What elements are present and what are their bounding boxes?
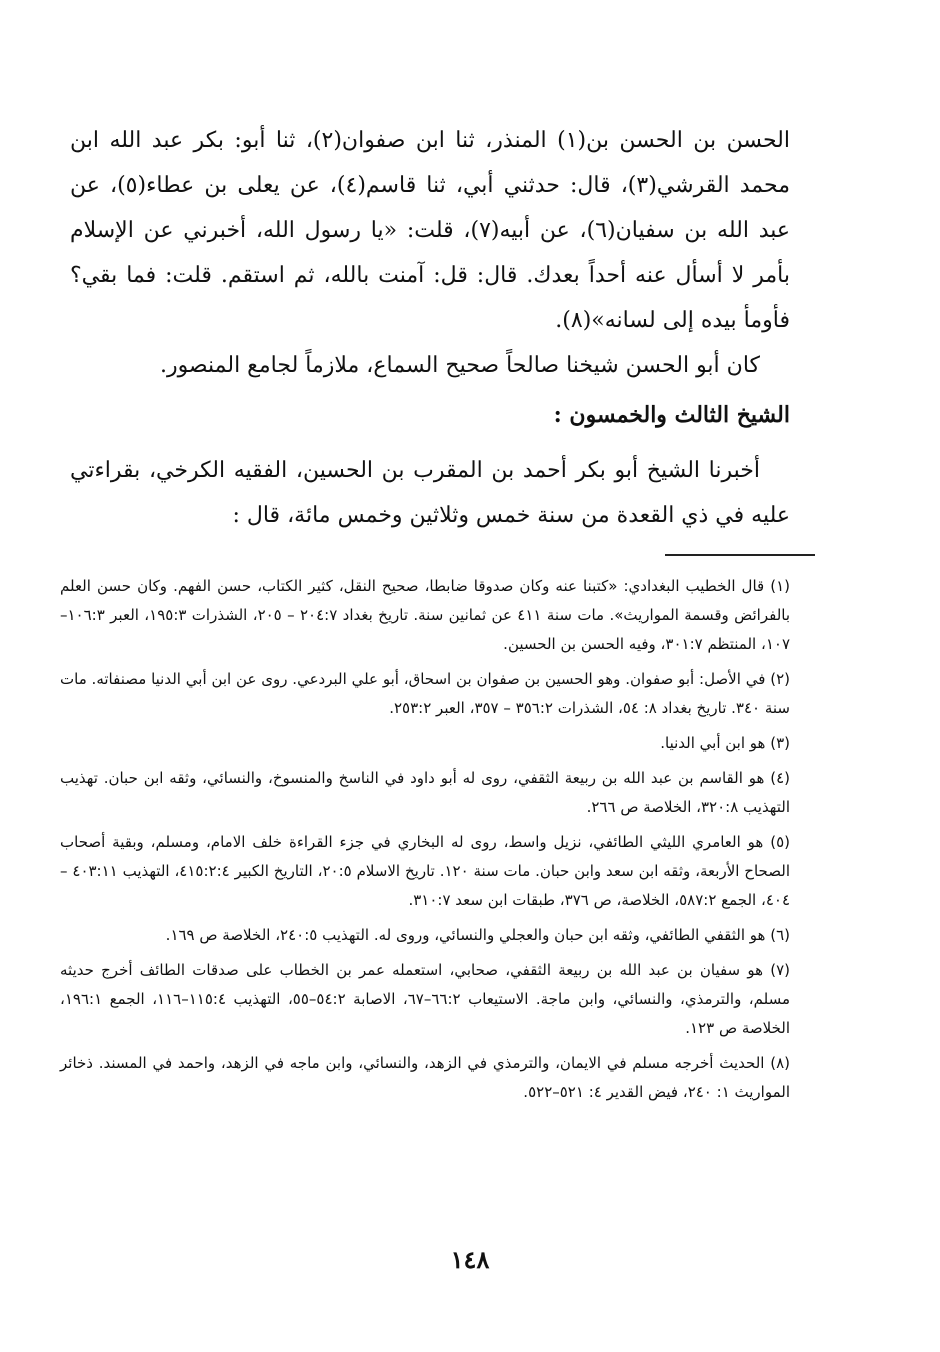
footnote-2: (٢) في الأصل: أبو صفوان. وهو الحسين بن صفوان بن اسحاق، أبو علي البردعي. روى عن ابن أبي الدنيا مصنفاته. مات سنة ٣٤٠. تاريخ بغداد ٨: ٥٤، الشذرات ٣٥٦:٢ – ٣٥٧، العبر ٢٥٣:٢.	[60, 670, 790, 717]
footnote-7: (٧) هو سفيان بن عبد الله بن ربيعة الثقفي، صحابي، استعمله عمر بن الخطاب على صدقات الطائف أخرج حديثه مسلم، والترمذي، والنسائي، وابن ماجة. الاستيعاب ٦٦:٢–٦٧، الاصابة ٥٤:٢–٥٥، التهذيب ١١٥:٤–١١٦، الجمع ١٩٦:١، الخلاصة ص ١٢٣.	[60, 961, 791, 1037]
footnote-6: (٦) هو الثقفي الطائفي، وثقه ابن حبان والعجلي والنسائي، وروى له. التهذيب ٢٤٠:٥، الخلاصة ص ١٦٩.	[165, 926, 790, 944]
body-paragraph-1: الحسن بن الحسن بن(١) المنذر، ثنا ابن صفوان(٢)، ثنا أبو: بكر عبد الله ابن محمد القرشي(٣)، قال: حدثني أبي، ثنا قاسم(٤)، عن يعلى بن عطاء(٥)، عن عبد الله بن سفيان(٦)، عن أبيه(٧)، قلت: «يا رسول الله، أخبرني عن الإسلام بأمر لا أسأل عنه أحداً بعدك. قال: قل: آمنت بالله، ثم استقم. قلت: فما بقي؟ فأومأ بيده إلى لسانه»(٨).	[70, 128, 791, 333]
footnotes-block	[60, 572, 790, 1113]
footnote-1: (١) قال الخطيب البغدادي: «كتبنا عنه وكان صدوقا ضابطا، صحيح النقل، كثير الكتاب، حسن الفهم. وكان حسن العلم بالفرائض وقسمة المواريث». مات سنة ٤١١ عن ثمانين سنة. تاريخ بغداد ٢٠٤:٧ – ٢٠٥، الشذرات ١٩٥:٣، العبر ١٠٦:٣–١٠٧، المنتظم ٣٠١:٧، وفيه الحسن بن الحسين.	[60, 577, 791, 653]
section-heading: الشيخ الثالث والخمسون :	[553, 402, 790, 428]
page-number: ١٤٨	[450, 1245, 490, 1274]
footnote-4: (٤) هو القاسم بن عبد الله بن ربيعة الثقفي، روى له أبو داود في الناسخ والمنسوخ، والنسائي، وثقه ابن حبان. تهذيب التهذيب ٣٢٠:٨، الخلاصة ص ٢٦٦.	[60, 769, 790, 816]
second-text-block	[70, 448, 790, 538]
main-text-block	[70, 118, 790, 388]
footnote-8: (٨) الحديث أخرجه مسلم في الايمان، والترمذي في الزهد، والنسائي، وابن ماجه في الزهد، واحمد في المسند. ذخائر المواريث ١: ٢٤٠، فيض القدير ٤: ٥٢١–٥٢٢.	[60, 1054, 790, 1101]
footnote-divider	[665, 554, 815, 556]
body-paragraph-2: كان أبو الحسن شيخنا صالحاً صحيح السماع، ملازماً لجامع المنصور.	[159, 353, 760, 378]
footnote-5: (٥) هو العامري الليثي الطائفي، نزيل واسط، روى له البخاري في جزء القراءة خلف الامام، ومسلم، وبقية أصحاب الصحاح الأربعة، وثقه ابن سعد وابن حبان. مات سنة ١٢٠. تاريخ الاسلام ٢٠:٥، التاريخ الكبير ٤١٥:٢:٤، التهذيب ٤٠٣:١١ – ٤٠٤، الجمع ٥٨٧:٢، الخلاصة، ص ٣٧٦، طبقات ابن سعد ٣١٠:٧.	[60, 833, 790, 909]
body-paragraph-3: أخبرنا الشيخ أبو بكر أحمد بن المقرب بن الحسين، الفقيه الكرخي، بقراءتي عليه في ذي القعدة من سنة خمس وثلاثين وخمس مائة، قال :	[70, 458, 790, 528]
footnote-3: (٣) هو ابن أبي الدنيا.	[660, 734, 790, 752]
